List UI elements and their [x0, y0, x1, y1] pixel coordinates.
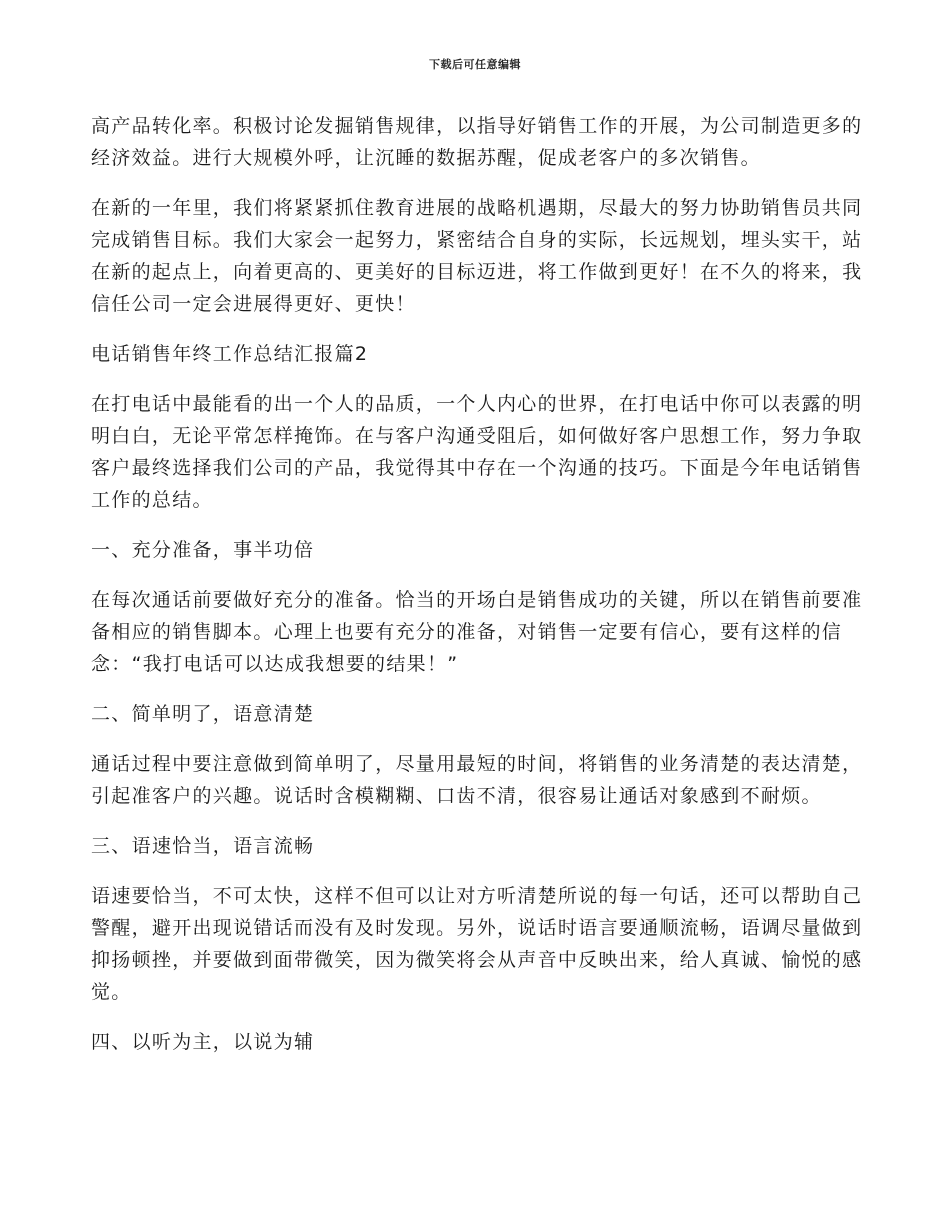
paragraph-intro-continued: 高产品转化率。积极讨论发掘销售规律，以指导好销售工作的开展，为公司制造更多的经济效益。进行大规模外呼，让沉睡的数据苏醒，促成老客户的多次销售。 — [91, 115, 863, 169]
page-header: 下载后可任意编辑 — [429, 58, 521, 71]
paragraph-speed: 语速要恰当，不可太快，这样不但可以让对方听清楚所说的每一句话，还可以帮助自己警醒，避开出现说错话而没有及时发现。另外，说话时语言要通顺流畅，语调尽量做到抑扬顿挫，并要做到面带微笑，因为微笑将会从声音中反映出来，给人真诚、愉悦的感觉。 — [91, 885, 863, 1003]
section-title: 电话销售年终工作总结汇报篇2 — [91, 343, 369, 365]
paragraph-preparation: 在每次通话前要做好充分的准备。恰当的开场白是销售成功的关键，所以在销售前要准备相应的销售脚本。心理上也要有充分的准备，对销售一定要有信心，要有这样的信念：“我打电话可以达成我想要的结果！” — [91, 589, 863, 675]
paragraph-phone-quality: 在打电话中最能看的出一个人的品质，一个人内心的世界，在打电话中你可以表露的明明白白，无论平常怎样掩饰。在与客户沟通受阻后，如何做好客户思想工作，努力争取客户最终选择我们公司的产品，我觉得其中存在一个沟通的技巧。下面是今年电话销售工作的总结。 — [91, 393, 863, 511]
paragraph-new-year: 在新的一年里，我们将紧紧抓住教育进展的战略机遇期，尽最大的努力协助销售员共同完成销售目标。我们大家会一起努力，紧密结合自身的实际，长远规划，埋头实干，站在新的起点上，向着更高的、更美好的目标迈进，将工作做到更好！在不久的将来，我信任公司一定会进展得更好、更快！ — [91, 197, 863, 315]
subheading-3: 三、语速恰当，语言流畅 — [91, 835, 315, 857]
paragraph-clarity: 通话过程中要注意做到简单明了，尽量用最短的时间，将销售的业务清楚的表达清楚，引起准客户的兴趣。说话时含模糊糊、口齿不清，很容易让通话对象感到不耐烦。 — [91, 753, 863, 807]
subheading-4: 四、以听为主，以说为辅 — [91, 1031, 315, 1053]
document-body — [91, 110, 866, 1076]
subheading-2: 二、简单明了，语意清楚 — [91, 703, 315, 725]
subheading-1: 一、充分准备，事半功倍 — [91, 539, 315, 561]
